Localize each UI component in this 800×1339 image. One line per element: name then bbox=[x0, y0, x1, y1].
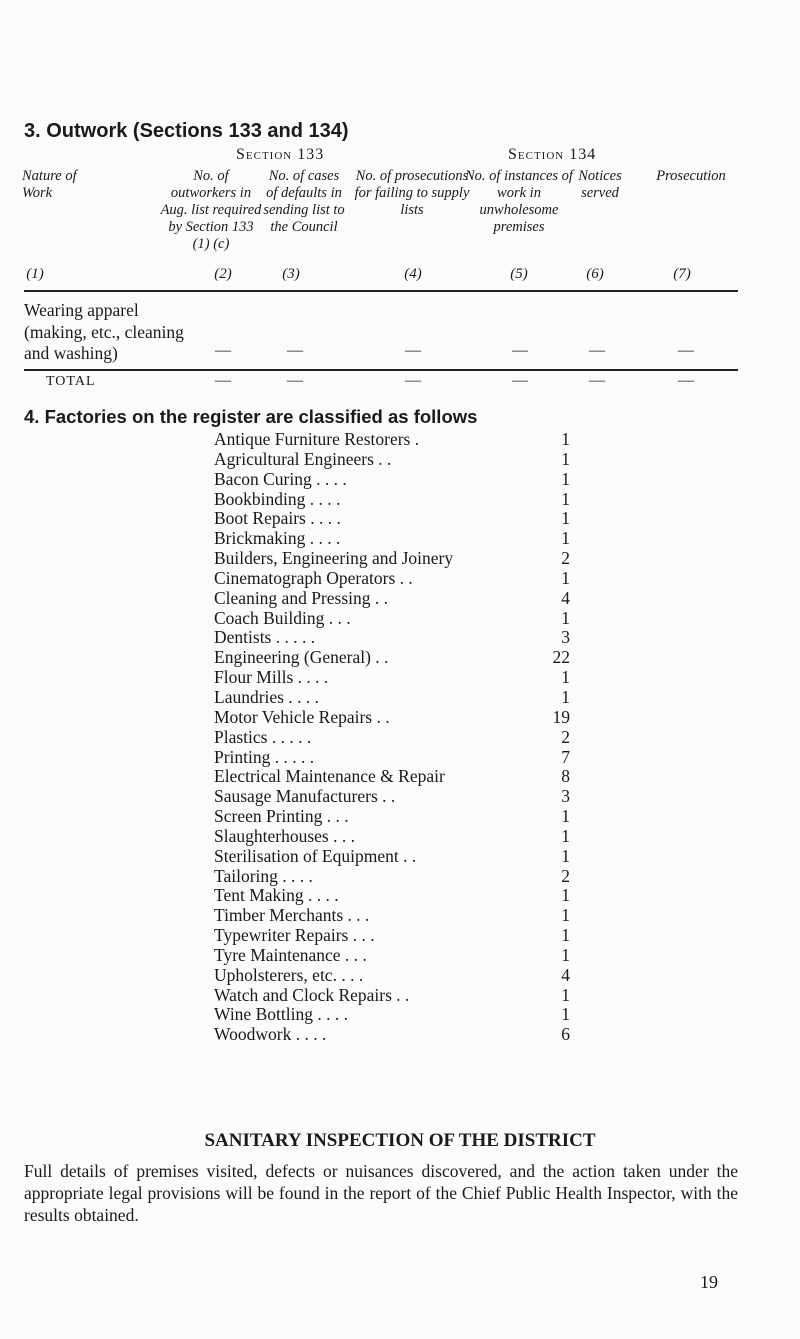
factory-name: Tyre Maintenance . . . bbox=[214, 944, 367, 965]
factory-name: Tent Making . . . . bbox=[214, 885, 339, 906]
factory-list-item bbox=[214, 470, 594, 490]
table-rule-top bbox=[24, 290, 738, 292]
factory-name: Slaughterhouses . . . bbox=[214, 825, 355, 846]
factory-list-item bbox=[214, 748, 594, 768]
section-134-label: Section 134 bbox=[508, 146, 597, 163]
total-value: — bbox=[589, 372, 605, 389]
factory-name: Dentists . . . . . bbox=[214, 627, 316, 648]
factory-name: Watch and Clock Repairs . . bbox=[214, 984, 410, 1005]
factory-count: 1 bbox=[561, 508, 570, 529]
factory-list-item bbox=[214, 569, 594, 589]
factory-count: 4 bbox=[561, 964, 570, 985]
sanitary-paragraph: Full details of premises visited, defects or nuisances discovered, and the action taken under the appropriate legal provisions will be found in the report of the Chief Public Health Inspector, with the results obtained. bbox=[24, 1161, 738, 1225]
col-header-instances: No. of instances of work in unwholesome premises bbox=[465, 168, 573, 235]
factory-list-item bbox=[214, 609, 594, 629]
factory-count: 1 bbox=[561, 885, 570, 906]
factory-name: Coach Building . . . bbox=[214, 607, 351, 628]
factory-count: 1 bbox=[561, 825, 570, 846]
factory-list-item bbox=[214, 628, 594, 648]
factory-list bbox=[214, 430, 594, 1045]
outwork-heading: 3. Outwork (Sections 133 and 134) bbox=[24, 120, 349, 142]
factory-name: Brickmaking . . . . bbox=[214, 528, 341, 549]
factory-name: Sterilisation of Equipment . . bbox=[214, 845, 417, 866]
factory-name: Upholsterers, etc. . . . bbox=[214, 964, 364, 985]
factory-list-item bbox=[214, 430, 594, 450]
factory-count: 1 bbox=[561, 448, 570, 469]
factory-count: 2 bbox=[561, 726, 570, 747]
factory-count: 1 bbox=[561, 607, 570, 628]
factory-count: 1 bbox=[561, 667, 570, 688]
factory-count: 1 bbox=[561, 429, 570, 449]
factory-count: 19 bbox=[552, 706, 570, 727]
factory-list-item bbox=[214, 648, 594, 668]
total-value: — bbox=[678, 372, 694, 389]
factory-list-item bbox=[214, 1005, 594, 1025]
factories-heading: 4. Factories on the register are classified as follows bbox=[24, 406, 478, 427]
sanitary-heading: SANITARY INSPECTION OF THE DISTRICT bbox=[204, 1130, 596, 1151]
factory-list-item bbox=[214, 946, 594, 966]
row-value: — bbox=[405, 342, 421, 359]
factory-name: Antique Furniture Restorers . bbox=[214, 429, 420, 449]
factory-list-item bbox=[214, 926, 594, 946]
col-header-notices: Notices served bbox=[578, 168, 622, 201]
factory-list-item bbox=[214, 1025, 594, 1045]
factory-name: Bookbinding . . . . bbox=[214, 488, 341, 509]
factory-name: Screen Printing . . . bbox=[214, 806, 349, 827]
factory-count: 7 bbox=[561, 746, 570, 767]
table-rule-bottom bbox=[24, 369, 738, 371]
factory-list-item bbox=[214, 847, 594, 867]
factory-name: Wine Bottling . . . . bbox=[214, 1004, 348, 1025]
factory-list-item bbox=[214, 827, 594, 847]
factory-name: Electrical Maintenance & Repair bbox=[214, 766, 445, 787]
col-header-prosecutions: No. of prosecutions for failing to supply lists bbox=[354, 168, 470, 218]
factory-name: Timber Merchants . . . bbox=[214, 905, 370, 926]
col-number-7: (7) bbox=[673, 266, 691, 282]
factory-count: 3 bbox=[561, 786, 570, 807]
factory-count: 1 bbox=[561, 468, 570, 489]
factory-name: Motor Vehicle Repairs . . bbox=[214, 706, 390, 727]
factory-count: 1 bbox=[561, 806, 570, 827]
factory-name: Cinematograph Operators . . bbox=[214, 567, 413, 588]
factory-name: Cleaning and Pressing . . bbox=[214, 587, 389, 608]
col-header-prosecution: Prosecution bbox=[656, 168, 726, 184]
factory-list-item bbox=[214, 886, 594, 906]
factory-count: 6 bbox=[561, 1024, 570, 1045]
factory-list-item bbox=[214, 787, 594, 807]
section-133-label: Section 133 bbox=[236, 146, 325, 163]
row-value: — bbox=[589, 342, 605, 359]
row-value: — bbox=[512, 342, 528, 359]
factory-count: 4 bbox=[561, 587, 570, 608]
factory-list-item bbox=[214, 450, 594, 470]
factory-count: 1 bbox=[561, 845, 570, 866]
factory-name: Flour Mills . . . . bbox=[214, 667, 329, 688]
row-value: — bbox=[678, 342, 694, 359]
col-number-5: (5) bbox=[510, 266, 528, 282]
col-number-2: (2) bbox=[214, 266, 232, 282]
factory-list-item bbox=[214, 986, 594, 1006]
factory-name: Agricultural Engineers . . bbox=[214, 448, 392, 469]
factory-list-item bbox=[214, 589, 594, 609]
total-label: TOTAL bbox=[46, 374, 96, 389]
factory-count: 1 bbox=[561, 944, 570, 965]
row-value: — bbox=[215, 342, 231, 359]
total-value: — bbox=[215, 372, 231, 389]
factory-list-item bbox=[214, 708, 594, 728]
factory-count: 8 bbox=[561, 766, 570, 787]
total-value: — bbox=[287, 372, 303, 389]
factory-name: Builders, Engineering and Joinery bbox=[214, 548, 454, 569]
factory-list-item bbox=[214, 966, 594, 986]
col-number-1: (1) bbox=[26, 266, 44, 282]
factory-count: 1 bbox=[561, 686, 570, 707]
factory-name: Woodwork . . . . bbox=[214, 1024, 327, 1045]
total-value: — bbox=[405, 372, 421, 389]
factory-name: Printing . . . . . bbox=[214, 746, 315, 767]
factory-list-item bbox=[214, 728, 594, 748]
factory-list-item bbox=[214, 490, 594, 510]
col-number-6: (6) bbox=[586, 266, 604, 282]
factory-count: 22 bbox=[552, 647, 570, 668]
row-label-wearing-apparel: Wearing apparel (making, etc., cleaning and washing) bbox=[24, 300, 184, 363]
factory-name: Boot Repairs . . . . bbox=[214, 508, 341, 529]
factory-count: 1 bbox=[561, 567, 570, 588]
factory-count: 1 bbox=[561, 488, 570, 509]
factory-list-item bbox=[214, 668, 594, 688]
factory-name: Plastics . . . . . bbox=[214, 726, 312, 747]
row-value: — bbox=[287, 342, 303, 359]
col-header-outworkers: No. of outworkers in Aug. list required by Section 133 (1) (c) bbox=[160, 168, 262, 252]
factory-list-item bbox=[214, 867, 594, 887]
factory-list-item bbox=[214, 688, 594, 708]
factory-name: Sausage Manufacturers . . bbox=[214, 786, 396, 807]
col-header-nature: Nature of Work bbox=[22, 168, 77, 201]
page-number: 19 bbox=[700, 1272, 718, 1292]
factory-count: 3 bbox=[561, 627, 570, 648]
factory-count: 2 bbox=[561, 865, 570, 886]
factory-list-item bbox=[214, 767, 594, 787]
col-number-4: (4) bbox=[404, 266, 422, 282]
factory-list-item bbox=[214, 906, 594, 926]
factory-count: 1 bbox=[561, 905, 570, 926]
factory-list-item bbox=[214, 529, 594, 549]
factory-name: Bacon Curing . . . . bbox=[214, 468, 347, 489]
factory-count: 1 bbox=[561, 528, 570, 549]
factory-count: 2 bbox=[561, 548, 570, 569]
factory-list-item bbox=[214, 509, 594, 529]
factory-name: Laundries . . . . bbox=[214, 686, 319, 707]
factory-count: 1 bbox=[561, 925, 570, 946]
factory-list-item bbox=[214, 807, 594, 827]
col-header-defaults: No. of cases of defaults in sending list to the Council bbox=[263, 168, 345, 235]
factory-list-item bbox=[214, 549, 594, 569]
factory-name: Tailoring . . . . bbox=[214, 865, 313, 886]
factory-name: Typewriter Repairs . . . bbox=[214, 925, 375, 946]
col-number-3: (3) bbox=[282, 266, 300, 282]
factory-name: Engineering (General) . . bbox=[214, 647, 389, 668]
factory-count: 1 bbox=[561, 1004, 570, 1025]
factory-count: 1 bbox=[561, 984, 570, 1005]
total-value: — bbox=[512, 372, 528, 389]
